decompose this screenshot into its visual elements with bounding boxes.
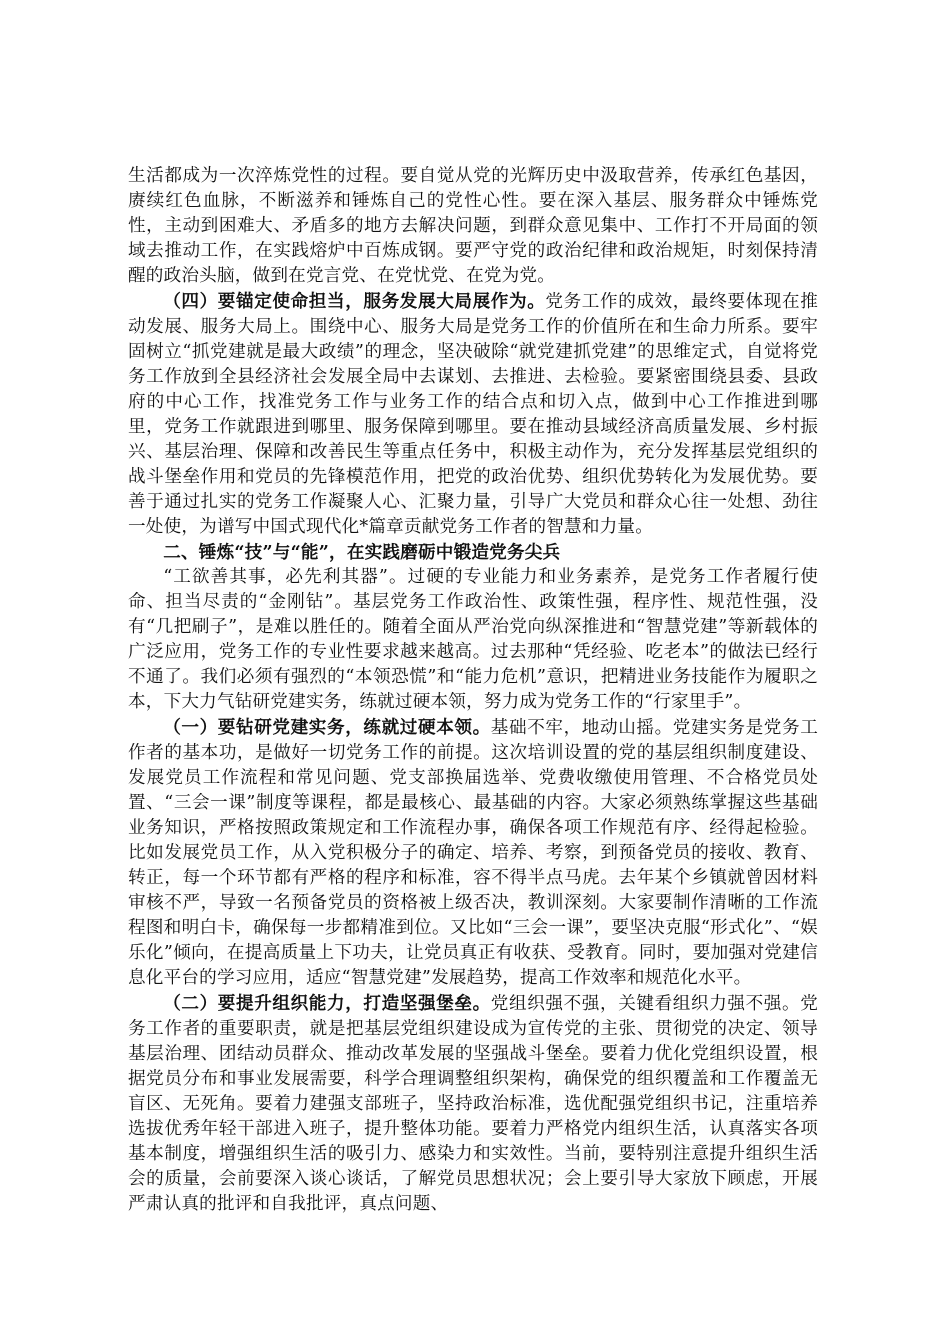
- subsection-heading: （二）要提升组织能力，打造坚强堡垒。: [163, 993, 491, 1014]
- section-heading: 二、锤炼“技”与“能”，在实践磨砺中锻造党务尖兵: [163, 542, 561, 563]
- document-page: [128, 164, 818, 1217]
- subsection-heading: （四）要锚定使命担当，服务发展大局展作为。: [163, 291, 546, 312]
- paragraph-party-affairs-practice: [128, 715, 818, 991]
- paragraph-professional-skills: [128, 565, 818, 715]
- paragraph-text: “工欲善其事，必先利其器”。过硬的专业能力和业务素养，是党务工作者履行使命、担当尽责的“金刚钻”。基层党务工作政治性、政策性强，程序性、规范性强，没有“几把刷子”，是难以胜任的。随着全面从严治党向纵深推进和“智慧党建”等新载体的广泛应用，党务工作的专业性要求越来越高。过去那种“凭经验、吃老本”的做法已经行不通了。我们必须有强烈的“本领恐慌”和“能力危机”意识，把精进业务技能作为履职之本，下大力气钻研党建实务，练就过硬本领，努力成为党务工作的“行家里手”。: [128, 567, 818, 712]
- paragraph-text: 党组织强不强，关键看组织力强不强。党务工作者的重要职责，就是把基层党组织建设成为宣传党的主张、贯彻党的决定、领导基层治理、团结动员群众、推动改革发展的坚强战斗堡垒。要着力优化党组织设置，根据党员分布和事业发展需要，科学合理调整组织架构，确保党的组织覆盖和工作覆盖无盲区、无死角。要着力建强支部班子，坚持政治标准，选优配强党组织书记，注重培养选拔优秀年轻干部进入班子，提升整体功能。要着力严格党内组织生活，认真落实各项基本制度，增强组织生活的吸引力、感染力和实效性。当前，要特别注意提升组织生活会的质量，会前要深入谈心谈话，了解党员思想状况；会上要引导大家放下顾虑，开展严肃认真的批评和自我批评，真点问题、: [128, 994, 818, 1214]
- paragraph-mission-development: [128, 289, 818, 540]
- paragraph-text: 党务工作的成效，最终要体现在推动发展、服务大局上。围绕中心、服务大局是党务工作的价值所在和生命力所系。要牢固树立“抓党建就是最大政绩”的理念，坚决破除“就党建抓党建”的思维定式，自觉将党务工作放到全县经济社会发展全局中去谋划、去推进、去检验。要紧密围绕县委、县政府的中心工作，找准党务工作与业务工作的结合点和切入点，做到中心工作推进到哪里，党务工作就跟进到哪里、服务保障到哪里。要在推动县域经济高质量发展、乡村振兴、基层治理、保障和改善民生等重点任务中，积极主动作为，充分发挥基层党组织的战斗堡垒作用和党员的先锋模范作用，把党的政治优势、组织优势转化为发展优势。要善于通过扎实的党务工作凝聚人心、汇聚力量，引导广大党员和群众心往一处想、劲往一处使，为谱写中国式现代化*篇章贡献党务工作者的智慧和力量。: [128, 292, 818, 537]
- paragraph-text: 生活都成为一次淬炼党性的过程。要自觉从党的光辉历史中汲取营养，传承红色基因，赓续红色血脉，不断滋养和锤炼自己的党性心性。要在深入基层、服务群众中锤炼党性，主动到困难大、矛盾多的地方去解决问题，到群众意见集中、工作打不开局面的领域去推动工作，在实践熔炉中百炼成钢。要严守党的政治纪律和政治规矩，时刻保持清醒的政治头脑，做到在党言党、在党忧党、在党为党。: [128, 166, 818, 286]
- subsection-heading: （一）要钻研党建实务，练就过硬本领。: [163, 717, 491, 738]
- paragraph-organizational-capacity: [128, 991, 818, 1217]
- paragraph-text: 基础不牢，地动山摇。党建实务是党务工作者的基本功，是做好一切党务工作的前提。这次培训设置的党的基层组织制度建设、发展党员工作流程和常见问题、党支部换届选举、党费收缴使用管理、不合格党员处置、“三会一课”制度等课程，都是最核心、最基础的内容。大家必须熟练掌握这些基础业务知识，严格按照政策规定和工作流程办事，确保各项工作规范有序、经得起检验。比如发展党员工作，从入党积极分子的确定、培养、考察，到预备党员的接收、教育、转正，每一个环节都有严格的程序和标准，容不得半点马虎。去年某个乡镇就曾因材料审核不严，导致一名预备党员的资格被上级否决，教训深刻。大家要制作清晰的工作流程图和明白卡，确保每一步都精准到位。又比如“三会一课”，要坚决克服“形式化”、“娱乐化”倾向，在提高质量上下功夫，让党员真正有收获、受教育。同时，要加强对党建信息化平台的学习应用，适应“智慧党建”发展趋势，提高工作效率和规范化水平。: [128, 718, 818, 988]
- paragraph-party-spirit-continued: [128, 164, 818, 289]
